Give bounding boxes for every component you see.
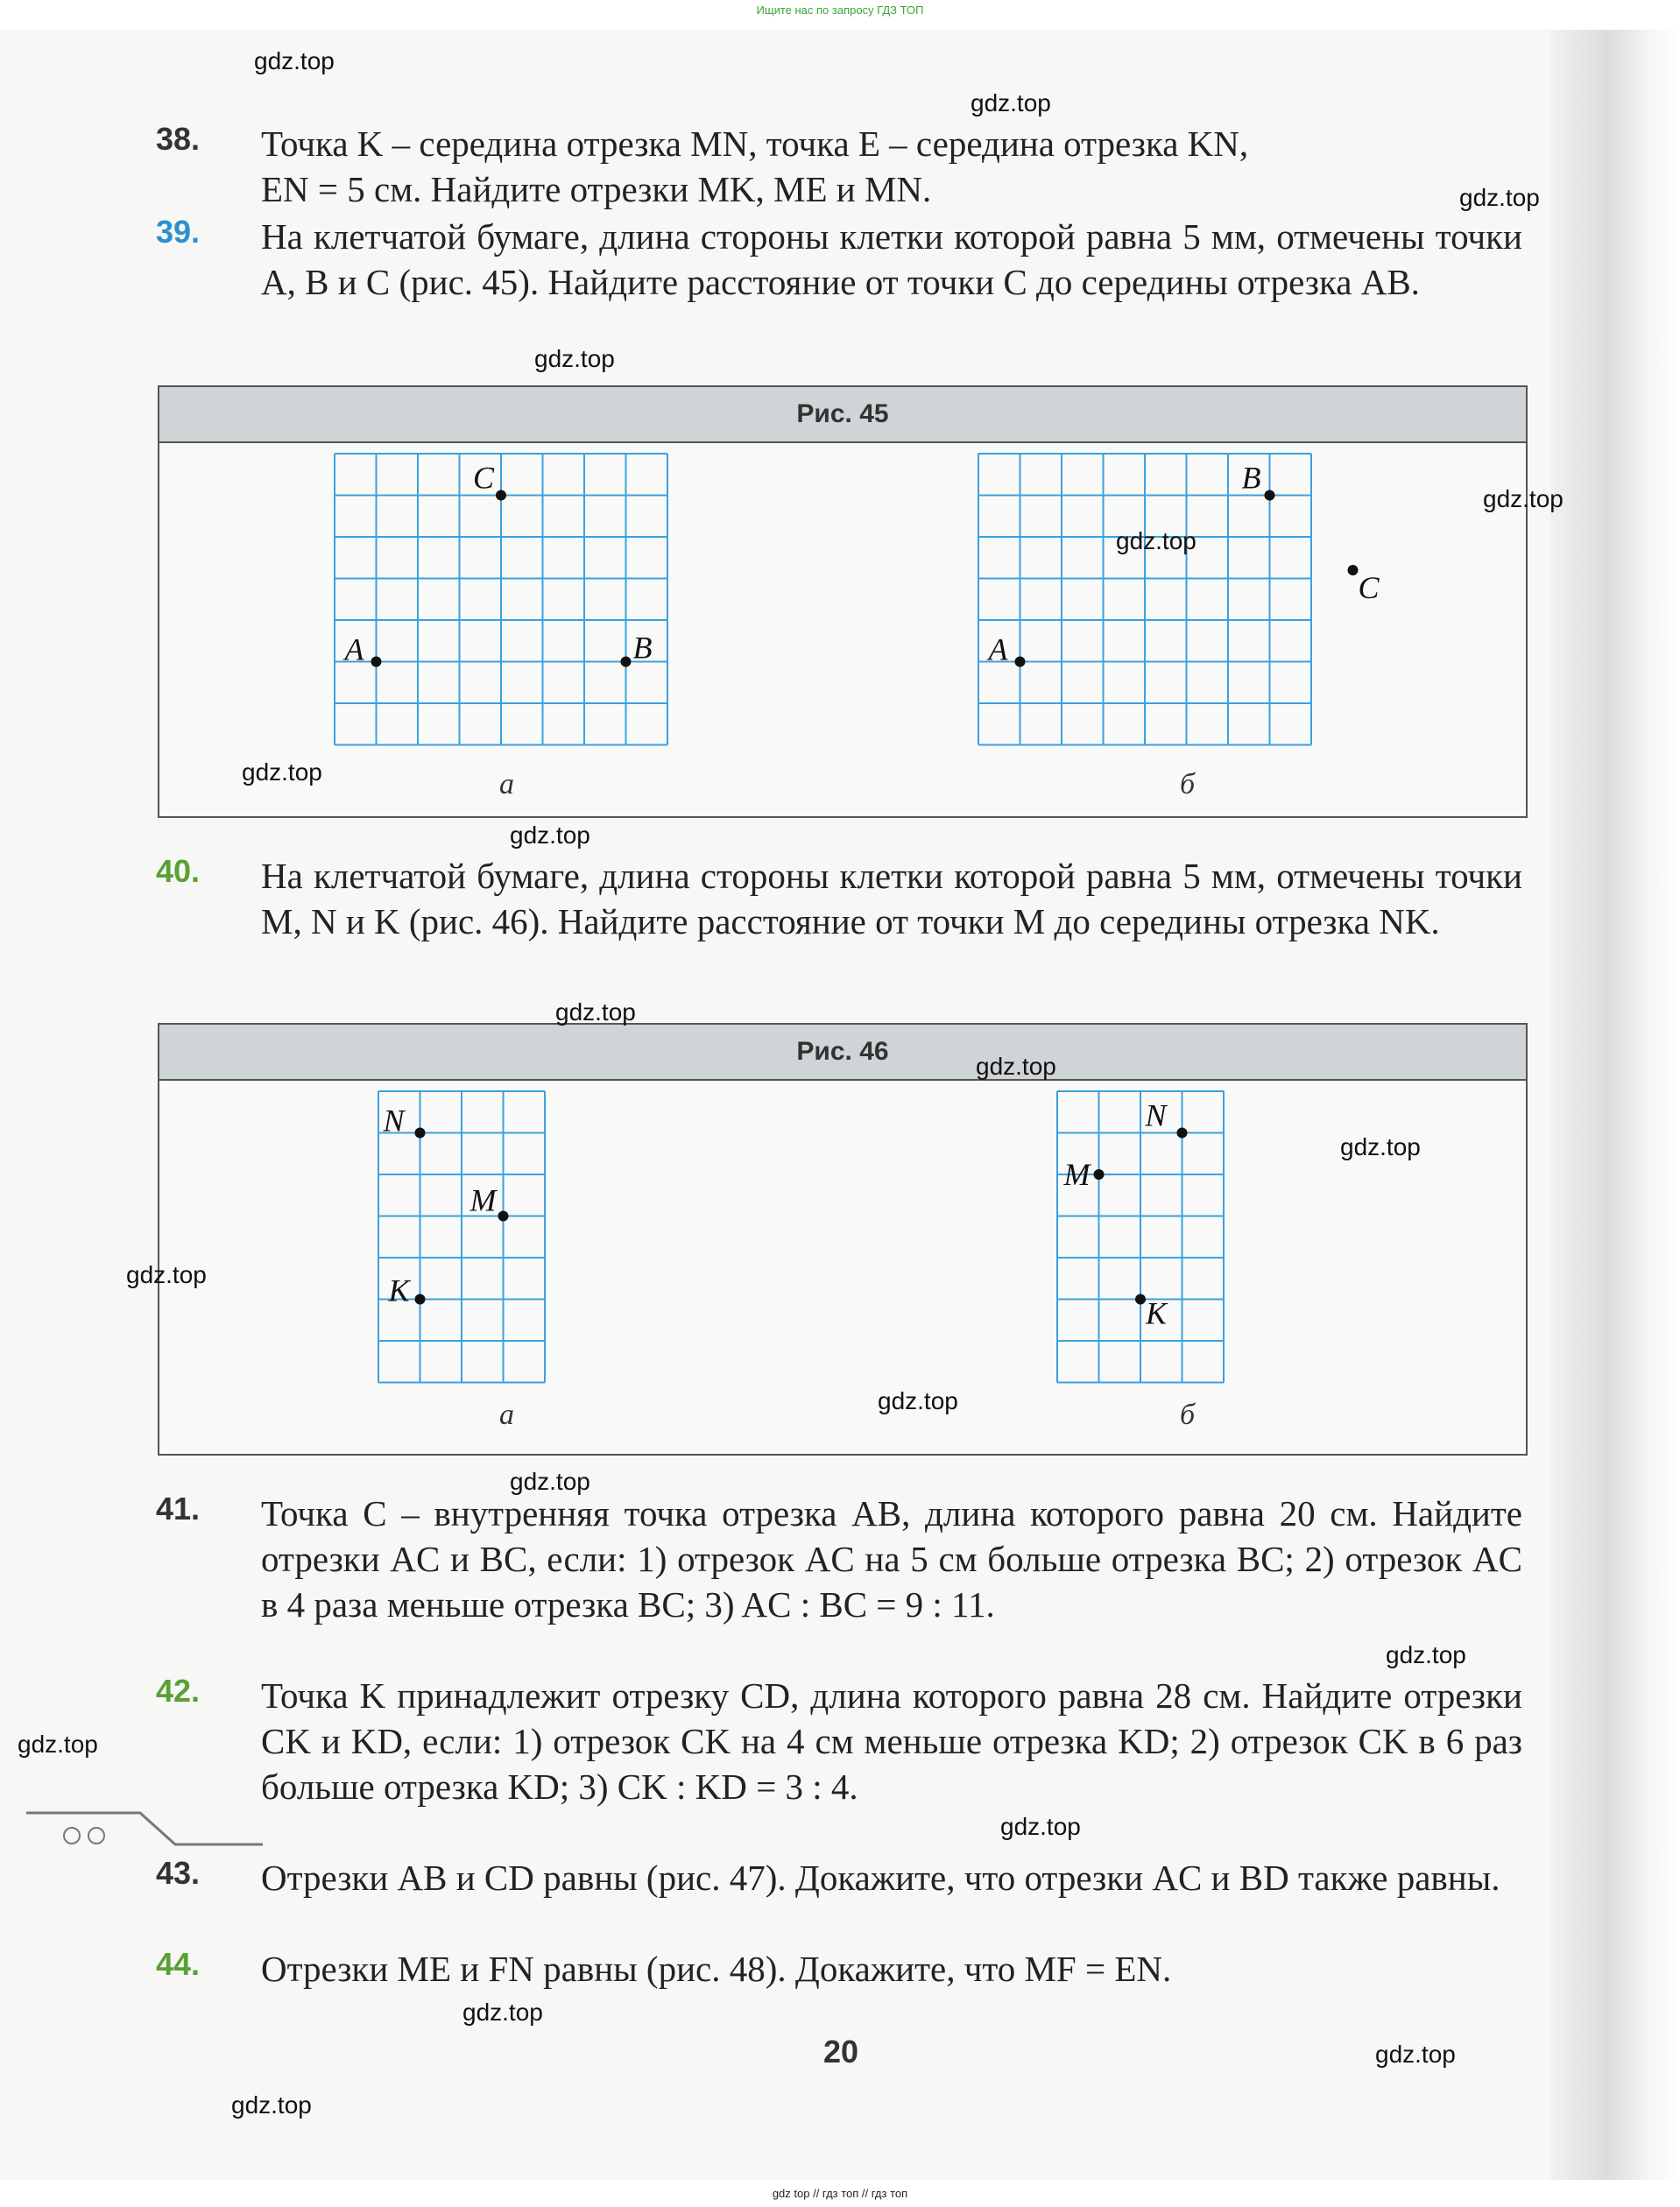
watermark: gdz.top (242, 758, 322, 786)
watermark: gdz.top (555, 998, 636, 1026)
watermark: gdz.top (1483, 485, 1564, 512)
point-N (415, 1128, 426, 1139)
page-spine-shadow (1550, 30, 1680, 2180)
watermark: gdz.top (1459, 184, 1540, 211)
point-K (415, 1294, 426, 1305)
watermark: gdz.top (1000, 1813, 1081, 1840)
subfigure-label-b: б (1180, 768, 1196, 800)
grid-a (335, 454, 667, 745)
figure-46 (158, 1023, 1528, 1456)
watermark: gdz.top (510, 821, 590, 849)
watermark: gdz.top (1386, 1641, 1466, 1668)
watermark: gdz.top (1375, 2041, 1456, 2068)
subfigure-label-a: а (499, 1399, 514, 1431)
problem-number: 38. (156, 121, 201, 157)
problem-text: Точка K – середина отрезка MN, точка E – середина отрезка KN, EN = 5 см. Найдите отрезки MK, ME и MN. (261, 123, 1249, 209)
point-K (1135, 1294, 1146, 1305)
problem-number: 43. (156, 1855, 201, 1891)
grid-b (978, 454, 1380, 745)
watermark: gdz.top (462, 1999, 543, 2026)
point-A (1015, 657, 1026, 667)
problem-number: 44. (156, 1946, 201, 1982)
point-N (1177, 1128, 1188, 1139)
point-label-M: M (1063, 1157, 1091, 1192)
watermark: gdz.top (18, 1731, 98, 1758)
figure-title: Рис. 46 (159, 1025, 1526, 1081)
point-label-N: N (383, 1103, 405, 1139)
problem-text: Точка K принадлежит отрезку CD, длина которого равна 28 см. Найдите отрезки CK и KD, если: 1) отрезок CK на 4 см меньше отрезка KD; 2) отрезок CK в 6 раз больше отрезка KD; 3) CK : KD = 3 : 4. (261, 1675, 1522, 1807)
problem-44 (156, 1946, 1522, 1992)
point-M (1094, 1169, 1105, 1180)
point-B (1265, 490, 1275, 501)
problem-text: На клетчатой бумаге, длина стороны клетки которой равна 5 мм, отмечены точки A, B и C (рис. 45). Найдите расстояние от точки C до середины отрезка AB. (261, 216, 1522, 302)
point-M (498, 1211, 509, 1222)
point-label-B: B (1241, 460, 1261, 496)
subfigure-label-a: а (499, 768, 514, 800)
point-label-B: B (632, 630, 653, 666)
figure-title: Рис. 45 (159, 387, 1526, 443)
problem-43 (156, 1855, 1522, 1900)
problem-39 (156, 214, 1522, 305)
page-number: 20 (822, 2034, 859, 2070)
watermark: gdz.top (1116, 527, 1196, 554)
watermark: gdz.top (126, 1261, 207, 1288)
watermark: gdz.top (878, 1387, 958, 1414)
watermark: gdz.top (976, 1053, 1056, 1080)
point-label-K: K (388, 1273, 410, 1308)
problem-number: 41. (156, 1491, 201, 1527)
top-note: Ищите нас по запросу ГДЗ ТОП (756, 4, 924, 17)
problem-38 (156, 121, 1522, 212)
subfigure-label-b: б (1180, 1399, 1196, 1431)
problem-text: На клетчатой бумаге, длина стороны клетки которой равна 5 мм, отмечены точки M, N и K (рис. 46). Найдите расстояние от точки M до середины отрезка NK. (261, 856, 1522, 941)
watermark: gdz.top (971, 89, 1051, 116)
watermark: gdz.top (534, 345, 615, 372)
figure-46-drawing (159, 1081, 1526, 1454)
problem-text: Отрезки AB и CD равны (рис. 47). Докажите, что отрезки AC и BD также равны. (261, 1858, 1500, 1898)
point-label-N: N (1145, 1097, 1167, 1133)
watermark: gdz.top (510, 1468, 590, 1495)
point-B (621, 657, 632, 667)
bottom-note: gdz top // гдз топ // гдз топ (772, 2187, 908, 2200)
watermark: gdz.top (231, 2091, 312, 2119)
point-label-A: A (344, 631, 364, 667)
point-label-C: C (1358, 570, 1380, 605)
watermark: gdz.top (1340, 1133, 1421, 1160)
problem-text: Точка C – внутренняя точка отрезка AB, длина которого равна 20 см. Найдите отрезки AC и BC, если: 1) отрезок AC на 5 см больше отрезка BC; 2) отрезок AC в 4 раза меньше отрезка BC; 3) AC : BC = 9 : 11. (261, 1493, 1522, 1625)
decorative-tab (26, 1808, 263, 1851)
grid-b (1057, 1091, 1224, 1383)
figure-45-drawing (159, 443, 1526, 816)
problem-number: 40. (156, 853, 201, 889)
problem-number: 42. (156, 1673, 201, 1709)
problem-41 (156, 1491, 1522, 1627)
figure-45 (158, 385, 1528, 818)
grid-a (378, 1091, 545, 1383)
problem-42 (156, 1673, 1522, 1809)
point-C (1348, 565, 1359, 575)
point-label-M: M (469, 1182, 497, 1218)
point-label-A: A (988, 631, 1008, 667)
problem-text: Отрезки ME и FN равны (рис. 48). Докажите, что MF = EN. (261, 1949, 1172, 1989)
problem-number: 39. (156, 214, 201, 250)
point-label-K: K (1146, 1295, 1168, 1331)
watermark: gdz.top (254, 47, 335, 74)
point-label-C: C (473, 460, 495, 496)
point-A (371, 657, 382, 667)
problem-40 (156, 853, 1522, 944)
point-C (496, 490, 506, 501)
